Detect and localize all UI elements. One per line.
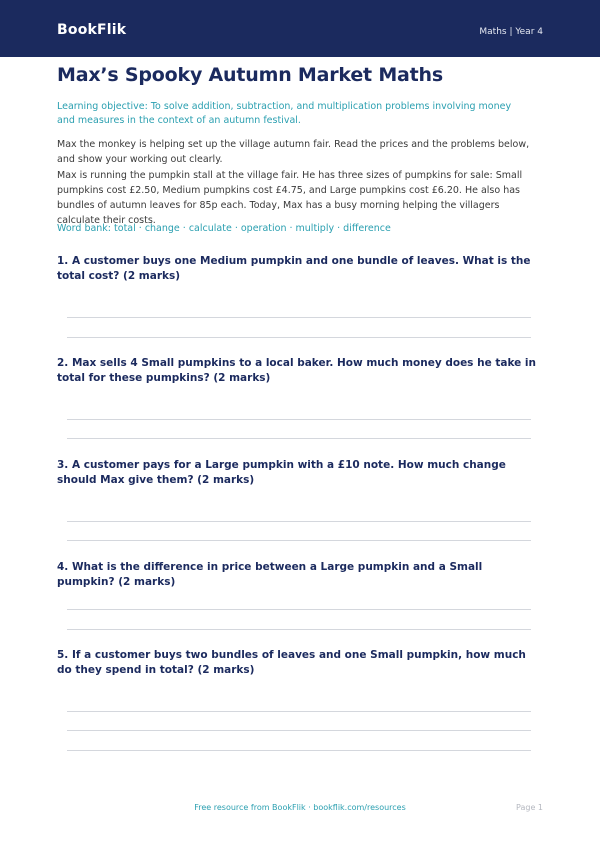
word-bank: Word bank: total · change · calculate · operation · multiply · difference <box>57 223 391 234</box>
answer-line[interactable] <box>67 521 531 522</box>
answer-line[interactable] <box>67 730 531 731</box>
answer-line[interactable] <box>67 419 531 420</box>
answer-line[interactable] <box>67 609 531 610</box>
page-title: Max’s Spooky Autumn Market Maths <box>57 64 443 86</box>
scenario-paragraph: Max is running the pumpkin stall at the village fair. He has three sizes of pumpkins for sale: Small pumpkins cost £2.50, Medium pumpkins cost £4.75, and Large pumpkins cost £6.20. He also has bundles of autumn leaves for 85p each. Today, Max has a busy morning helping the villagers calculate their costs. <box>57 170 523 226</box>
page-header <box>0 0 600 57</box>
answer-line[interactable] <box>67 317 531 318</box>
answer-line[interactable] <box>67 750 531 751</box>
question-2: 2. Max sells 4 Small pumpkins to a local baker. How much money does he take in total for these pumpkins? (2 marks) <box>57 357 537 384</box>
question-5: 5. If a customer buys two bundles of leaves and one Small pumpkin, how much do they spend in total? (2 marks) <box>57 649 526 676</box>
subject-year-label: Maths | Year 4 <box>479 27 543 37</box>
question-4: 4. What is the difference in price between a Large pumpkin and a Small pumpkin? (2 marks) <box>57 561 483 588</box>
question-3: 3. A customer pays for a Large pumpkin with a £10 note. How much change should Max give them? (2 marks) <box>57 459 506 486</box>
footer-credit: Free resource from BookFlik · bookflik.com/resources <box>194 803 406 812</box>
answer-line[interactable] <box>67 629 531 630</box>
learning-objective: Learning objective: To solve addition, subtraction, and multiplication problems involving money and measures in the context of an autumn festival. <box>57 101 512 126</box>
brand-logo: BookFlik <box>57 22 127 38</box>
answer-line[interactable] <box>67 711 531 712</box>
intro-paragraph: Max the monkey is helping set up the village autumn fair. Read the prices and the problems below, and show your working out clearly. <box>57 139 530 165</box>
answer-line[interactable] <box>67 337 531 338</box>
question-1: 1. A customer buys one Medium pumpkin and one bundle of leaves. What is the total cost? (2 marks) <box>57 255 531 282</box>
answer-line[interactable] <box>67 540 531 541</box>
page-number: Page 1 <box>516 803 543 812</box>
answer-line[interactable] <box>67 438 531 439</box>
